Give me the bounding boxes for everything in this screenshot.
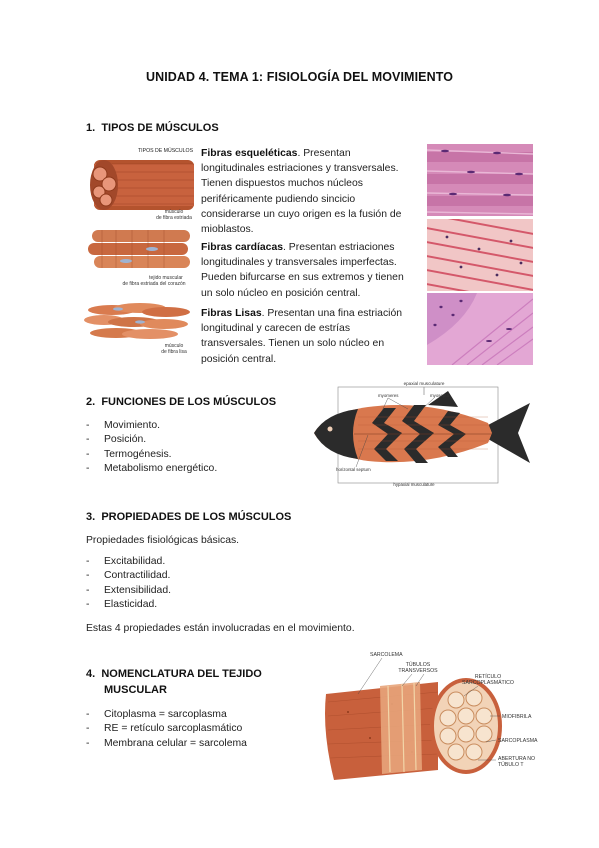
properties-list <box>86 555 286 612</box>
list-item: - RE = retículo sarcoplasmático <box>86 723 243 735</box>
nomenclature-list <box>86 708 306 751</box>
list-item: - Excitabilidad. <box>86 556 166 567</box>
list-item: - Termogénesis. <box>86 448 172 460</box>
skeletal-histology-image <box>427 144 533 216</box>
section-heading-4 <box>86 668 262 680</box>
label-myomeres: myomeres <box>378 393 399 398</box>
fiber-description: . Presentan una fina estriación longitudinal y carecen de estrías transversales. Tienen un solo núcleo en posición central. <box>201 308 403 365</box>
muscle-types-figure <box>82 142 194 360</box>
fiber-name: Fibras cardíacas <box>201 242 284 253</box>
cardiac-muscle-illustration <box>88 230 190 268</box>
section-number: 1. <box>86 122 96 134</box>
label-myosepta: myosepta <box>430 393 450 398</box>
label-reticulo-1: RETÍCULO <box>474 674 502 680</box>
label-sarcolema: SARCOLEMA <box>370 652 403 658</box>
list-item: - Elasticidad. <box>86 598 158 610</box>
label-abertura-1: ABERTURA NO <box>498 756 536 762</box>
label-hypaxial: hypaxial musculature <box>393 482 435 487</box>
smooth-histology-image <box>427 293 533 365</box>
muscle-fiber-figure <box>318 642 540 792</box>
properties-intro: Propiedades fisiológicas básicas. <box>86 535 240 546</box>
label-reticulo-2: SARCOPLASMÁTICO <box>462 680 514 686</box>
fiber-name: Fibras esqueléticas <box>201 148 298 159</box>
figure-title: TIPOS DE MÚSCULOS <box>138 148 194 154</box>
label-cardiac-1: tejido muscular <box>149 275 183 281</box>
section-number: 4. <box>86 668 96 680</box>
label-skeletal-2: de fibra estriada <box>156 215 192 221</box>
label-horizontal-septum: horizontal septum <box>336 467 371 472</box>
fiber-description: . Presentan longitudinales estriaciones y transversales. Tienen dispuestos muchos núcleos periféricamente pudiendo sincicio considerarse un cuyo origen es la fusión de mioblastos. <box>201 148 402 236</box>
label-tubulos-2: TRANSVERSOS <box>398 668 438 674</box>
section-heading-4-line2: MUSCULAR <box>104 684 167 696</box>
section-heading-1 <box>86 122 219 134</box>
skeletal-muscle-illustration <box>90 160 194 210</box>
cardiac-histology-image <box>427 219 533 291</box>
list-item: - Membrana celular = sarcolema <box>86 737 247 749</box>
label-miofibrila: MIOFIBRILA <box>502 714 532 720</box>
fish-tail <box>488 403 530 463</box>
list-item: - Metabolismo energético. <box>86 462 218 474</box>
fish-musculature-figure <box>308 377 533 487</box>
fiber-smooth-text <box>201 306 414 367</box>
list-item: - Posición. <box>86 434 147 446</box>
fiber-description: . Presentan estriaciones longitudinales y transversales imperfectas. Pueden bifurcarse en sus extremos y tienen un solo núcleo en posición central. <box>201 242 404 299</box>
label-smooth-2: de fibra lisa <box>161 349 187 355</box>
section-heading-2 <box>86 396 276 408</box>
label-smooth-1: músculo <box>164 343 184 349</box>
smooth-muscle-illustration <box>84 303 190 339</box>
section-number: 2. <box>86 396 96 408</box>
section-title: NOMENCLATURA DEL TEJIDO <box>101 668 262 680</box>
fiber-skeletal-text <box>201 146 414 237</box>
page-title: UNIDAD 4. TEMA 1: FISIOLOGÍA DEL MOVIMIENTO <box>145 70 454 84</box>
section-title: TIPOS DE MÚSCULOS <box>101 122 219 134</box>
section-heading-3 <box>86 511 291 523</box>
list-item: - Extensibilidad. <box>86 584 172 596</box>
list-item: - Movimiento. <box>86 420 161 431</box>
label-abertura-2: TÚBULO T <box>498 762 524 768</box>
properties-outro: Estas 4 propiedades están involucradas en el movimiento. <box>86 623 355 634</box>
label-tubulos-1: TÚBULOS <box>405 662 431 668</box>
section-number: 3. <box>86 511 96 523</box>
section-title: FUNCIONES DE LOS MÚSCULOS <box>101 396 277 408</box>
list-item: - Contractilidad. <box>86 570 171 582</box>
fiber-cardiac-text <box>201 240 414 301</box>
label-epaxial: epaxial musculature <box>403 381 445 386</box>
label-skeletal-1: músculo <box>164 209 184 215</box>
list-item: - Citoplasma = sarcoplasma <box>86 709 227 720</box>
label-sarcoplasma: SARCOPLASMA <box>498 738 538 744</box>
label-cardiac-2: de fibra estriada del corazón <box>122 281 186 287</box>
fiber-name: Fibras Lisas <box>201 308 262 319</box>
functions-list <box>86 419 286 476</box>
section-title: PROPIEDADES DE LOS MÚSCULOS <box>101 511 292 523</box>
